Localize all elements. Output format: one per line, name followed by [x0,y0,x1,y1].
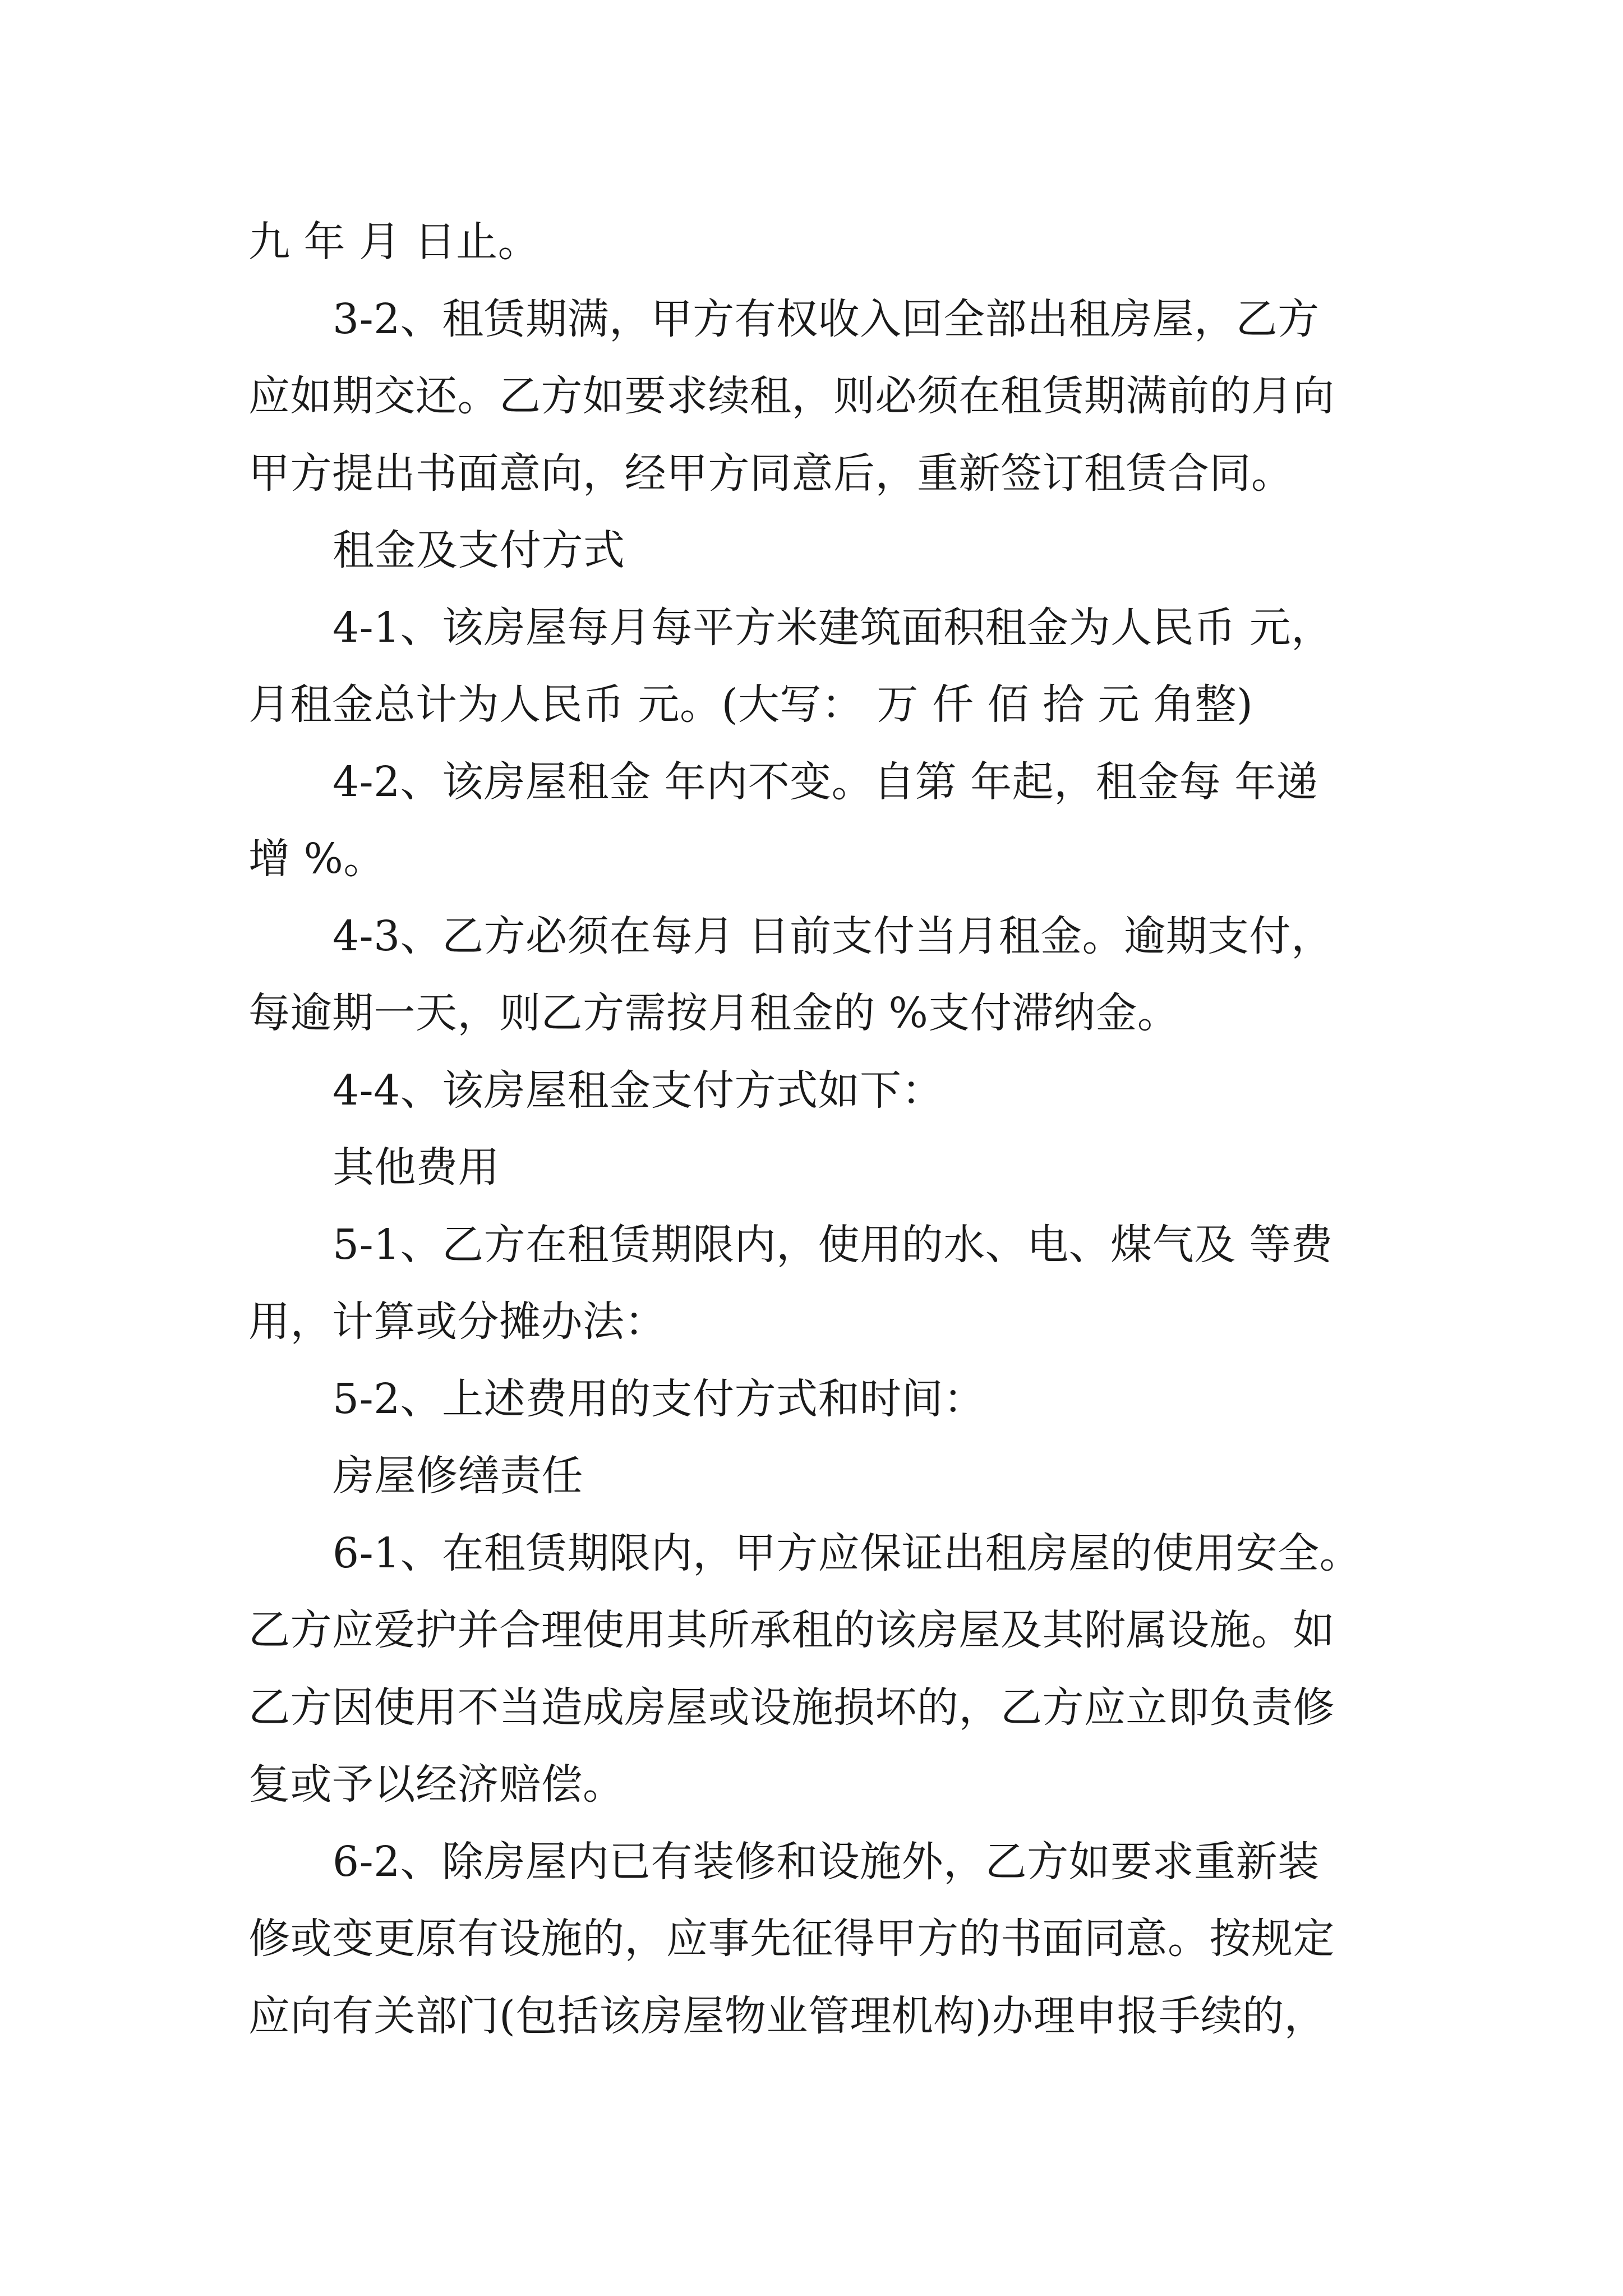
text-line: 4-2、该房屋租金 年内不变。自第 年起，租金每 年递 [333,757,1318,806]
text-line: 4-3、乙方必须在每月 日前支付当月租金。逾期支付， [333,912,1333,960]
text-line: 5-1、乙方在租赁期限内，使用的水、电、煤气及 等费 [333,1220,1333,1269]
text-line: 每逾期一天，则乙方需按月租金的 %支付滞纳金。 [248,989,1179,1037]
text-line: 5-2、上述费用的支付方式和时间： [333,1374,985,1423]
text-line: 月租金总计为人民币 元。(大写： 万 仟 佰 拾 元 角整) [248,680,1253,729]
text-line: 用，计算或分摊办法： [248,1297,666,1346]
document-body [248,204,1381,2055]
section-heading: 其他费用 [333,1143,500,1191]
text-line: 甲方提出书面意向，经甲方同意后，重新签订租赁合同。 [248,449,1293,498]
text-line: 修或变更原有设施的，应事先征得甲方的书面同意。按规定 [248,1915,1335,1963]
text-line: 6-1、在租赁期限内，甲方应保证出租房屋的使用安全。 [333,1529,1362,1577]
text-line: 复或予以经济赔偿。 [248,1760,625,1809]
text-line: 6-2、除房屋内已有装修和设施外，乙方如要求重新装 [333,1837,1320,1886]
section-heading: 租金及支付方式 [333,526,625,574]
text-line: 乙方应爱护并合理使用其所承租的该房屋及其附属设施。如 [248,1606,1335,1654]
text-line: 应如期交还。乙方如要求续租，则必须在租赁期满前的月向 [248,372,1335,420]
text-line: 乙方因使用不当造成房屋或设施损坏的，乙方应立即负责修 [248,1683,1335,1732]
text-line: 3-2、租赁期满，甲方有权收入回全部出租房屋，乙方 [333,295,1320,343]
text-line: 4-1、该房屋每月每平方米建筑面积租金为人民币 元， [333,603,1333,652]
text-line: 4-4、该房屋租金支付方式如下： [333,1066,944,1115]
text-line: 应向有关部门(包括该房屋物业管理机构)办理申报手续的， [248,1991,1326,2040]
text-line: 增 %。 [248,835,385,883]
text-line: 九 年 月 日止。 [248,218,540,266]
section-heading: 房屋修缮责任 [333,1452,583,1500]
